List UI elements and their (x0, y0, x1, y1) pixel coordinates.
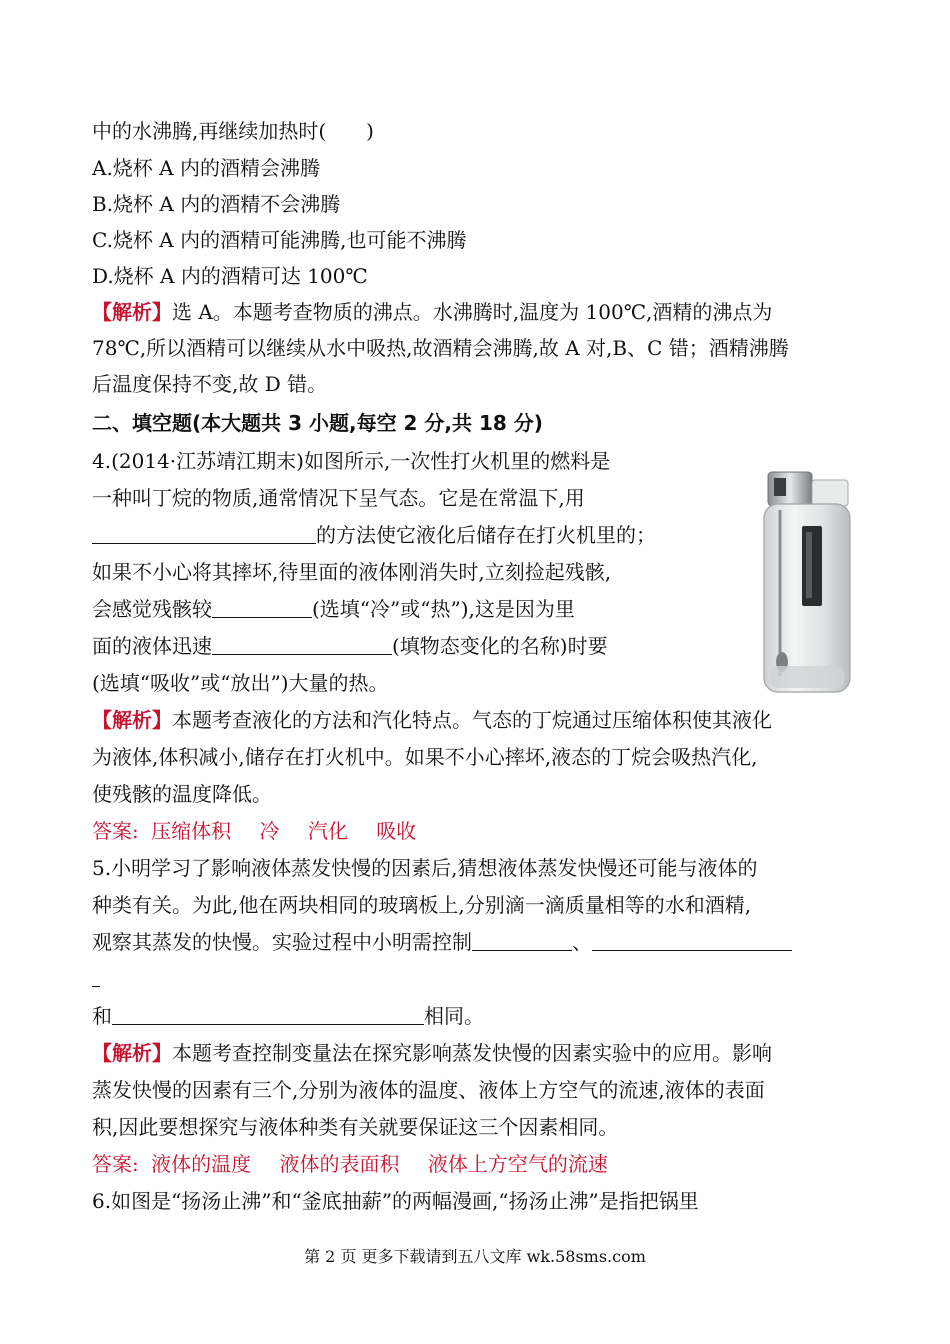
answer-tag: 答案: (92, 819, 139, 843)
q5-line-3 (92, 928, 792, 956)
analysis-tag: 【解析】 (92, 300, 172, 324)
lighter-image (758, 466, 854, 698)
q5-analysis-text-1: 本题考查控制变量法在探究影响蒸发快慢的因素实验中的应用。影响 (172, 1041, 772, 1065)
q5-answer-2: 液体的表面积 (279, 1152, 400, 1176)
q3-option-c: C.烧杯 A 内的酒精可能沸腾,也可能不沸腾 (92, 228, 467, 252)
answer-blank[interactable] (92, 521, 316, 544)
q3-option-a: A.烧杯 A 内的酒精会沸腾 (92, 156, 320, 180)
analysis-tag: 【解析】 (92, 1041, 172, 1065)
q4-line-6 (92, 632, 608, 660)
q4-analysis-line-2: 为液体,体积减小,储存在打火机中。如果不小心摔坏,液态的丁烷会吸热汽化, (92, 745, 758, 769)
q5-answer-3: 液体上方空气的流速 (427, 1152, 608, 1176)
q4-analysis-text-1: 本题考查液化的方法和汽化特点。气态的丁烷通过压缩体积使其液化 (172, 708, 772, 732)
q3-option-b: B.烧杯 A 内的酒精不会沸腾 (92, 192, 341, 216)
q4-line-4: 如果不小心将其摔坏,待里面的液体刚消失时,立刻捡起残骸, (92, 560, 612, 584)
q4-answer-3: 汽化 (307, 819, 348, 843)
q6-line-1: 6.如图是“扬汤止沸”和“釜底抽薪”的两幅漫画,“扬汤止沸”是指把锅里 (92, 1189, 699, 1213)
answer-blank[interactable] (472, 928, 572, 951)
analysis-tag: 【解析】 (92, 708, 172, 732)
answer-blank[interactable] (592, 928, 792, 951)
section-title: 二、填空题(本大题共 3 小题,每空 2 分,共 18 分) (92, 411, 543, 435)
q3-stem-tail: 中的水沸腾,再继续加热时( ) (92, 119, 374, 143)
answer-blank[interactable] (212, 595, 312, 618)
answer-tag: 答案: (92, 1152, 139, 1176)
q4-analysis-line-3: 使残骸的温度降低。 (92, 782, 272, 806)
q4-line-5 (92, 595, 575, 623)
q5-line-4-b: 相同。 (424, 1004, 484, 1028)
q5-line-2: 种类有关。为此,他在两块相同的玻璃板上,分别滴一滴质量相等的水和酒精, (92, 893, 752, 917)
q3-analysis-line-1 (92, 298, 772, 326)
q3-analysis-line-3: 后温度保持不变,故 D 错。 (92, 372, 328, 396)
q3-analysis-text-1: 选 A。本题考查物质的沸点。水沸腾时,温度为 100℃,酒精的沸点为 (172, 300, 773, 324)
q4-line-3-text: 的方法使它液化后储存在打火机里的； (316, 523, 656, 547)
q5-analysis-line-2: 蒸发快慢的因素有三个,分别为液体的温度、液体上方空气的流速,液体的表面 (92, 1078, 765, 1102)
q5-analysis-line-1 (92, 1039, 772, 1067)
q4-answer-2: 冷 (259, 819, 280, 843)
q3-analysis-line-2: 78℃,所以酒精可以继续从水中吸热,故酒精会沸腾,故 A 对,B、C 错；酒精沸腾 (92, 336, 789, 360)
q4-line-2: 一种叫丁烷的物质,通常情况下呈气态。它是在常温下,用 (92, 486, 585, 510)
q5-answer-1: 液体的温度 (151, 1152, 252, 1176)
q4-answer-1: 压缩体积 (151, 819, 232, 843)
q4-line-1: 4.(2014·江苏靖江期末)如图所示,一次性打火机里的燃料是 (92, 449, 611, 473)
q5-analysis-line-3: 积,因此要想探究与液体种类有关就要保证这三个因素相同。 (92, 1115, 619, 1139)
q4-line-6-a: 面的液体迅速 (92, 634, 212, 658)
q5-line-1: 5.小明学习了影响液体蒸发快慢的因素后,猜想液体蒸发快慢还可能与液体的 (92, 856, 758, 880)
q5-answer-line (92, 1150, 608, 1178)
answer-blank[interactable] (212, 632, 392, 655)
answer-blank[interactable] (112, 1002, 424, 1025)
q4-line-7: (选填“吸收”或“放出”)大量的热。 (92, 671, 389, 695)
q4-line-6-b: (填物态变化的名称)时要 (392, 634, 608, 658)
q3-option-d: D.烧杯 A 内的酒精可达 100℃ (92, 264, 368, 288)
q5-line-3-a: 观察其蒸发的快慢。实验过程中小明需控制 (92, 930, 472, 954)
q5-line-4-a: 和 (92, 1004, 112, 1028)
q4-answer-4: 吸收 (376, 819, 417, 843)
page-footer: 第 2 页 更多下载请到五八文库 wk.58sms.com (304, 1247, 646, 1266)
q4-line-3 (92, 521, 656, 549)
blank-overflow-mark (92, 986, 100, 987)
q4-analysis-line-1 (92, 706, 772, 734)
q4-line-5-b: (选填“冷”或“热”),这是因为里 (312, 597, 575, 621)
q4-answer-line (92, 817, 416, 845)
q5-line-4 (92, 1002, 484, 1030)
q5-line-3-sep: 、 (572, 930, 592, 954)
q4-line-5-a: 会感觉残骸较 (92, 597, 212, 621)
